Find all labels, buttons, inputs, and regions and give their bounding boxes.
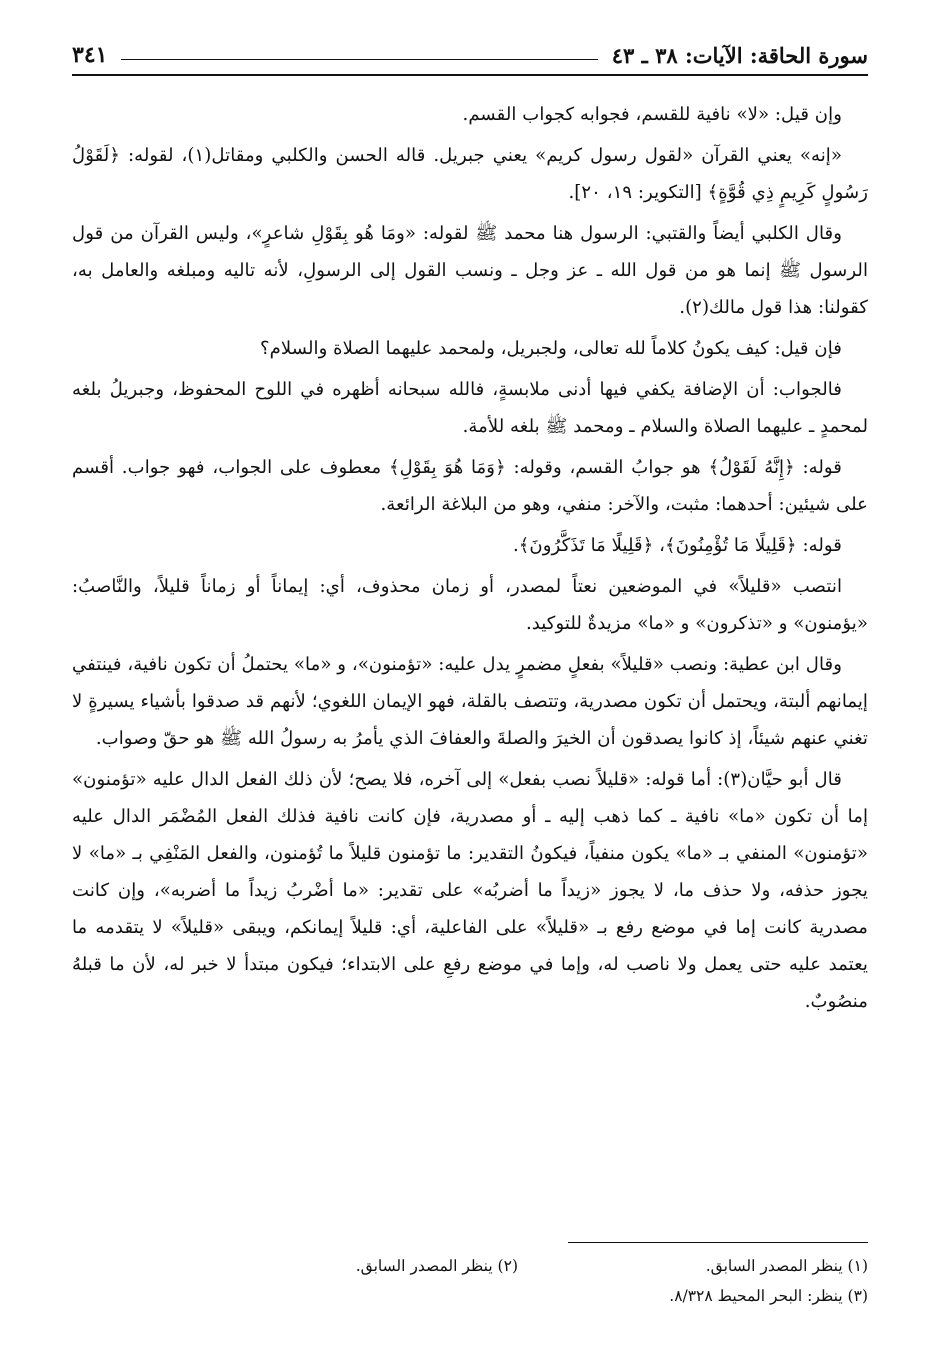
footnotes — [72, 1242, 868, 1311]
paragraph: وقال الكلبي أيضاً والقتبي: الرسول هنا محمد ﷺ لقوله: «ومَا هُو بِقَوْلِ شاعرٍ»، وليس القرآن من قول الرسول ﷺ إنما هو من قول الله ـ عز وجل ـ ونسب القول إلى الرسولِ، لأنه تاليه ومبلغه والعامل به، كقولنا: هذا قول مالك(٢). — [72, 223, 868, 318]
book-page — [72, 32, 868, 1342]
footnote-row — [72, 1281, 868, 1311]
paragraph: «إنه» يعني القرآن «لقول رسول كريم» يعني جبريل. قاله الحسن والكلبي ومقاتل(١)، لقوله: ﴿لَقَوْلُ رَسُولٍ كَرِيمٍ ذِي قُوَّةٍ﴾ [التكوير: ١٩، ٢٠]. — [72, 145, 868, 203]
paragraph: قال أبو حيَّان(٣): أما قوله: «قليلاً نصب بفعل» إلى آخره، فلا يصح؛ لأن ذلك الفعل الدال عليه «تؤمنون» إما أن تكون «ما» نافية ـ كما ذهب إليه ـ أو مصدرية، فإن كانت نافية فذلك الفعل المُضْمَر الدال عليه «تؤمنون» المنفي بـ «ما» يكون منفياً، فيكونُ التقدير: ما تؤمنون قليلاً ما تُؤمنون، والفعل المَنْفِي بـ «ما» لا يجوز حذفه، ولا حذف ما، لا يجوز «زيداً ما أضربُه» على تقدير: «ما أضْربُ زيداً ما أضربه»، وإن كانت مصدرية كانت إما في موضع رفع بـ «قليلاً» على الفاعلية، أي: قليلاً إيمانكم، ويبقى «قليلاً» لا يتقدمه ما يعتمد عليه حتى يعمل ولا ناصب له، وإما في موضع رفعِ على الابتداء؛ فيكون مبتدأ لا خبر له، لأن ما قبلهُ منصُوبٌ. — [72, 769, 868, 1012]
footnote-separator — [568, 1242, 868, 1243]
paragraph: وقال ابن عطية: ونصب «قليلاً» بفعلٍ مضمرٍ يدل عليه: «تؤمنون»، و «ما» يحتملُ أن تكون نافية، فينتفي إيمانهم ألبتة، ويحتمل أن تكون مصدرية، وتتصف بالقلة، فهو الإيمان اللغوي؛ لأنهم قد صدقوا بأشياء يسيرةٍ لا تغني عنهم شيئاً، إذ كانوا يصدقون أن الخيرَ والصلةَ والعفافَ الذي يأمرُ به رسولُ الله ﷺ هو حقّ وصواب. — [72, 654, 868, 749]
footnote-3: (٣) ينظر: البحر المحيط ٨/٣٢٨. — [669, 1287, 868, 1305]
paragraph: قوله: ﴿إِنَّهُ لَقَوْلُ﴾ هو جوابُ القسم، وقوله: ﴿وَمَا هُوَ بِقَوْلِ﴾ معطوف على الجواب، فهو جواب. أقسم على شيئين: أحدهما: مثبت، والآخر: منفي، وهو من البلاغة الرائعة. — [72, 457, 868, 515]
footnote-1: (١) ينظر المصدر السابق. — [705, 1257, 868, 1275]
paragraph: فالجواب: أن الإضافة يكفي فيها أدنى ملابسةٍ، فالله سبحانه أظهره في اللوح المحفوظ، وجبريلُ بلغه لمحمدٍ ـ عليهما الصلاة والسلام ـ ومحمد ﷺ بلغه للأمة. — [72, 379, 868, 437]
header-rule — [121, 59, 597, 60]
paragraph: فإن قيل: كيف يكونُ كلاماً لله تعالى، ولجبريل، ولمحمد عليهما الصلاة والسلام؟ — [259, 338, 842, 359]
paragraph: قوله: ﴿قَلِيلًا مَا تُؤْمِنُونَ﴾، ﴿قَلِيلًا مَا تَذَكَّرُونَ﴾. — [512, 535, 842, 556]
page-header — [72, 32, 868, 76]
footnote-2: (٢) ينظر المصدر السابق. — [355, 1257, 518, 1275]
running-title: سورة الحاقة: الآيات: ٣٨ ـ ٤٣ — [611, 43, 868, 68]
footnote-row — [72, 1251, 868, 1281]
paragraph: وإن قيل: «لا» نافية للقسم، فجوابه كجواب القسم. — [462, 104, 842, 125]
paragraph: انتصب «قليلاً» في الموضعين نعتاً لمصدر، أو زمان محذوف، أي: إيماناً أو زماناً قليلاً، والنَّاصبُ: «يؤمنون» و «تذكرون» و «ما» مزيدةٌ للتوكيد. — [72, 576, 868, 634]
page-body — [72, 96, 868, 1020]
page-number: ٣٤١ — [72, 42, 108, 68]
